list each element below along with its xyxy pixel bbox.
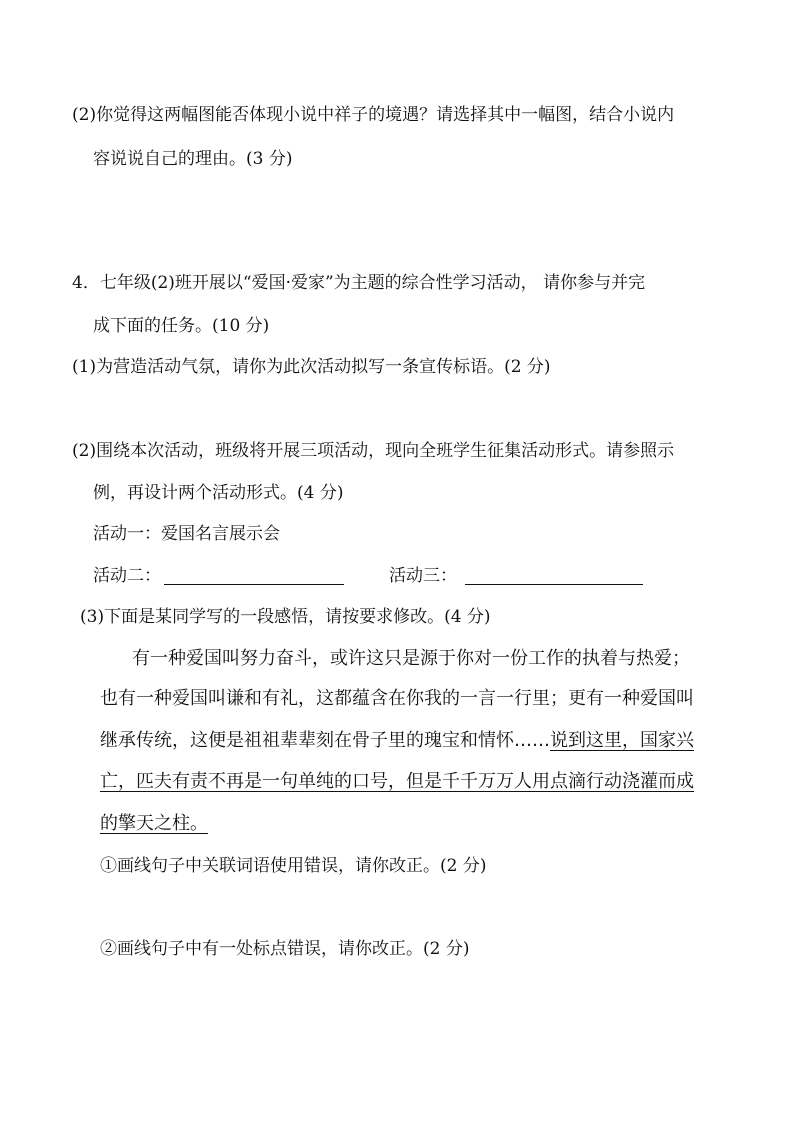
q4-sub2-line1: (2)围绕本次活动，班级将开展三项活动，现向全班学生征集活动形式。请参照示 xyxy=(72,441,675,461)
q3-sub2-line2: 容说说自己的理由。(3 分) xyxy=(93,149,293,169)
activity-3-answer-blank[interactable] xyxy=(465,584,643,585)
q3-sub2-line1: (2)你觉得这两幅图能否体现小说中祥子的境遇？请选择其中一幅图，结合小说内 xyxy=(72,105,675,125)
passage-line-3 xyxy=(100,730,694,752)
passage-line-1: 有一种爱国叫努力奋斗，或许这只是源于你对一份工作的执着与热爱； xyxy=(132,648,690,669)
underlined-sentence-middle: 亡，匹夫有责不再是一句单纯的口号，但是千千万万人用点滴行动浇灌而成 xyxy=(100,771,694,792)
activity-2-label: 活动二： xyxy=(93,566,161,586)
underlined-sentence-start: 说到这里，国家兴 xyxy=(550,730,694,751)
activity-3-label: 活动三： xyxy=(389,566,457,586)
q4-intro-line2: 成下面的任务。(10 分) xyxy=(93,316,270,336)
q4-sub1: (1)为营造活动气氛，请你为此次活动拟写一条宣传标语。(2 分) xyxy=(72,357,551,377)
task-2: ②画线句子中有一处标点错误，请你改正。(2 分) xyxy=(100,939,470,959)
passage-line-3-plain: 继承传统，这便是祖祖辈辈刻在骨子里的瑰宝和情怀…… xyxy=(100,730,550,751)
activity-1: 活动一：爱国名言展示会 xyxy=(93,524,280,544)
q4-intro-line1: 4．七年级(2)班开展以“爱国·爱家”为主题的综合性学习活动， 请你参与并完 xyxy=(72,273,646,293)
q4-sub3: (3)下面是某同学写的一段感悟，请按要求修改。(4 分) xyxy=(80,607,491,627)
underlined-sentence-end: 的擎天之柱。 xyxy=(100,813,208,834)
passage-line-2: 也有一种爱国叫谦和有礼，这都蕴含在你我的一言一行里；更有一种爱国叫 xyxy=(100,688,694,709)
q4-sub2-line2: 例，再设计两个活动形式。(4 分) xyxy=(93,483,344,503)
task-1: ①画线句子中关联词语使用错误，请你改正。(2 分) xyxy=(100,856,487,876)
activity-2-answer-blank[interactable] xyxy=(164,584,344,585)
